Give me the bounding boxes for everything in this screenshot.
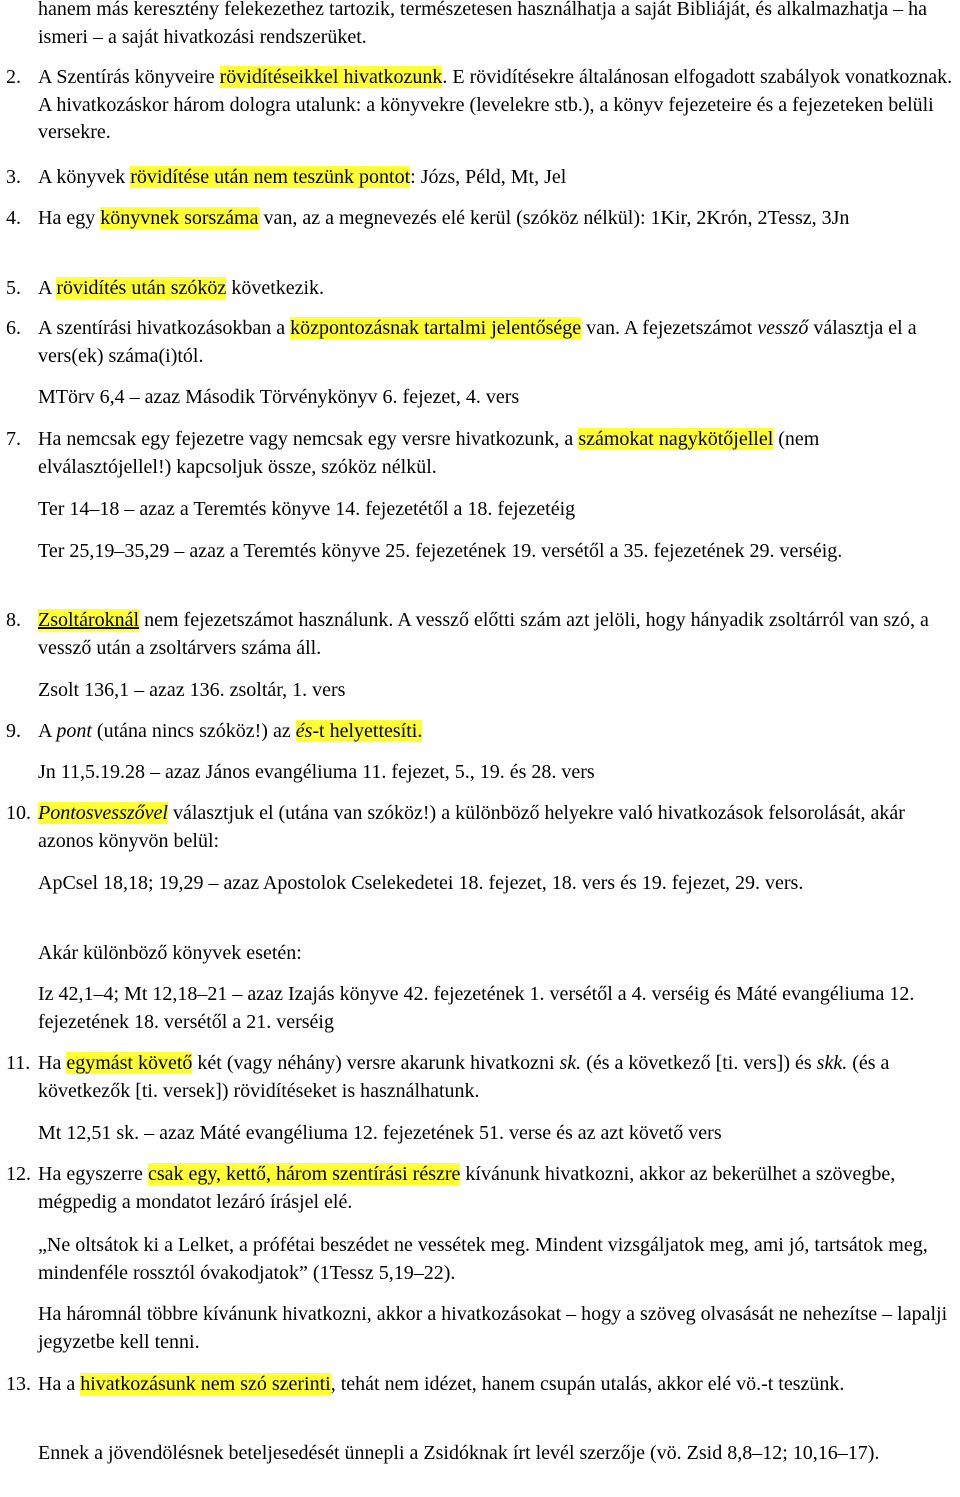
- text-run: hanem más keresztény felekezethez tartozik, természetesen használhatja a saját Bibliáját, és alkalmazhatja – ha ismeri – a saját hivatkozási rendszerüket.: [38, 0, 928, 48]
- text-run: skk.: [816, 1052, 848, 1074]
- text-run: választja el a vers(ek) száma(i)tól.: [38, 317, 917, 367]
- text-run: Zsolt 136,1 – azaz 136. zsoltár, 1. vers: [38, 679, 346, 701]
- text-run: (nem elválasztójellel!) kapcsoljuk össze, szóköz nélkül.: [38, 428, 820, 478]
- rule-number: 4.: [6, 207, 21, 229]
- text-run: pont: [56, 720, 92, 742]
- highlighted-text: -t helyettesíti.: [312, 720, 423, 742]
- highlighted-text: rövidítése után nem teszünk pontot: [130, 166, 411, 188]
- highlighted-text: és: [295, 720, 313, 742]
- text-run: , tehát nem idézet, hanem csupán utalás, akkor elé vö.-t teszünk.: [330, 1373, 845, 1395]
- example-line: [6, 384, 954, 412]
- example-line: [6, 1120, 954, 1148]
- highlighted-text: rövidítéseikkel hivatkozunk: [219, 66, 443, 88]
- example-line: [6, 1232, 954, 1287]
- text-run: nem fejezetszámot használunk. A vessző előtti szám azt jelöli, hogy hányadik zsoltárról van szó, a vessző után a zsoltárvers száma áll.: [38, 609, 929, 659]
- text-run: Ennek a jövendölésnek beteljesedését ünnepli a Zsidóknak írt levél szerzője (vö. Zsid 8,8–12; 10,16–17).: [38, 1442, 880, 1464]
- rule-number: 7.: [6, 428, 21, 450]
- example-line: [6, 496, 954, 524]
- rule-item: [6, 0, 954, 51]
- text-run: Ha háromnál többre kívánunk hivatkozni, akkor a hivatkozásokat – hogy a szöveg olvasását ne nehezítse – lapalji jegyzetbe kell tenni.: [38, 1303, 948, 1353]
- highlighted-text: számokat nagykötőjellel: [578, 428, 774, 450]
- text-run: . E rövidítésekre általánosan elfogadott szabályok vonatkoznak. A hivatkozáskor három dologra utalunk: a könyvekre (levelekre stb.), a könyv fejezeteire és a fejezeteken belüli versekre.: [38, 66, 953, 143]
- text-run: A: [38, 277, 57, 299]
- rule-number: 5.: [6, 277, 21, 299]
- highlighted-text: csak egy, kettő, három szentírási részre: [147, 1163, 461, 1185]
- rule-item: [6, 275, 954, 303]
- rule-item: [6, 607, 954, 662]
- rule-item: [6, 800, 954, 855]
- text-run: Ha egyszerre: [38, 1163, 148, 1185]
- rule-item: [6, 718, 954, 746]
- rule-number: 12.: [6, 1163, 31, 1185]
- text-run: sk.: [559, 1052, 582, 1074]
- text-run: Ter 14–18 – azaz a Teremtés könyve 14. fejezetétől a 18. fejezetéig: [38, 498, 576, 520]
- rule-item: [6, 205, 954, 233]
- rule-item: [6, 426, 954, 481]
- text-run: következik.: [226, 277, 325, 299]
- text-run: : Józs, Péld, Mt, Jel: [410, 166, 567, 188]
- rule-number: 13.: [6, 1373, 31, 1395]
- text-run: van. A fejezetszámot: [581, 317, 758, 339]
- text-run: (és a következő [ti. vers]) és: [581, 1052, 817, 1074]
- highlighted-text: központozásnak tartalmi jelentősége: [290, 317, 582, 339]
- example-line: [6, 940, 954, 968]
- rule-item: [6, 315, 954, 370]
- text-run: ApCsel 18,18; 19,29 – azaz Apostolok Cselekedetei 18. fejezet, 18. vers és 19. fejezet, 29. vers.: [38, 872, 804, 894]
- text-run: két (vagy néhány) versre akarunk hivatkozni: [192, 1052, 560, 1074]
- text-run: A szentírási hivatkozásokban a: [38, 317, 291, 339]
- example-line: [6, 981, 954, 1036]
- text-run: kívánunk hivatkozni, akkor az bekerülhet a szövegbe, mégpedig a mondatot lezáró írásjel elé.: [38, 1163, 896, 1213]
- example-line: [6, 677, 954, 705]
- highlighted-text: egymást követő: [66, 1052, 193, 1074]
- text-run: „Ne oltsátok ki a Lelket, a prófétai beszédet ne vessétek meg. Mindent vizsgáljatok meg, ami jó, tartsátok meg, mindenféle rossztól óvakodjatok” (1Tessz 5,19–22).: [38, 1234, 928, 1284]
- text-run: Ha nemcsak egy fejezetre vagy nemcsak egy versre hivatkozunk, a: [38, 428, 579, 450]
- rule-item: [6, 64, 954, 147]
- rule-item: [6, 164, 954, 192]
- rule-item: [6, 1050, 954, 1105]
- rule-number: 6.: [6, 317, 21, 339]
- text-run: Iz 42,1–4; Mt 12,18–21 – azaz Izajás könyve 42. fejezetének 1. versétől a 4. verséig és Máté evangéliuma 12. fejezetének 18. versétől a 21. verséig: [38, 983, 915, 1033]
- rule-number: 10.: [6, 802, 31, 824]
- text-run: Jn 11,5.19.28 – azaz János evangéliuma 11. fejezet, 5., 19. és 28. vers: [38, 761, 595, 783]
- text-run: Mt 12,51 sk. – azaz Máté evangéliuma 12. fejezetének 51. verse és az azt követő vers: [38, 1122, 722, 1144]
- text-run: Ter 25,19–35,29 – azaz a Teremtés könyve 25. fejezetének 19. versétől a 35. fejezetének 29. verséig.: [38, 540, 843, 562]
- text-run: (utána nincs szóköz!) az: [91, 720, 296, 742]
- text-run: MTörv 6,4 – azaz Második Törvénykönyv 6. fejezet, 4. vers: [38, 386, 520, 408]
- example-line: [6, 1301, 954, 1356]
- highlighted-text: könyvnek sorszáma: [100, 207, 259, 229]
- example-line: [6, 759, 954, 787]
- text-run: A: [38, 720, 57, 742]
- text-run: Ha: [38, 1052, 67, 1074]
- text-run: Akár különböző könyvek esetén:: [38, 942, 302, 964]
- text-run: van, az a megnevezés elé kerül (szóköz nélkül): 1Kir, 2Krón, 2Tessz, 3Jn: [258, 207, 850, 229]
- text-run: (és a következők [ti. versek]) rövidítéseket is használhatunk.: [38, 1052, 890, 1102]
- text-run: Ha egy: [38, 207, 101, 229]
- highlighted-text: rövidítés után szóköz: [56, 277, 227, 299]
- highlighted-text: hivatkozásunk nem szó szerinti: [80, 1373, 331, 1395]
- text-run: A Szentírás könyveire: [38, 66, 220, 88]
- rule-number: 2.: [6, 66, 21, 88]
- rule-item: [6, 1371, 954, 1399]
- rule-item: [6, 1161, 954, 1216]
- text-run: Ha a: [38, 1373, 81, 1395]
- rule-number: 11.: [6, 1052, 31, 1074]
- text-run: vessző: [757, 317, 809, 339]
- highlighted-text: Zsoltároknál: [38, 609, 140, 631]
- text-run: A könyvek: [38, 166, 131, 188]
- highlighted-text: Pontosvesszővel: [38, 802, 168, 824]
- rule-number: 9.: [6, 720, 21, 742]
- example-line: [6, 538, 954, 566]
- rule-number: 8.: [6, 609, 21, 631]
- text-run: választjuk el (utána van szóköz!) a különböző helyekre való hivatkozások felsorolását, akár azonos könyvön belül:: [38, 802, 905, 852]
- example-line: [6, 1440, 954, 1468]
- rule-number: 3.: [6, 166, 21, 188]
- example-line: [6, 870, 954, 898]
